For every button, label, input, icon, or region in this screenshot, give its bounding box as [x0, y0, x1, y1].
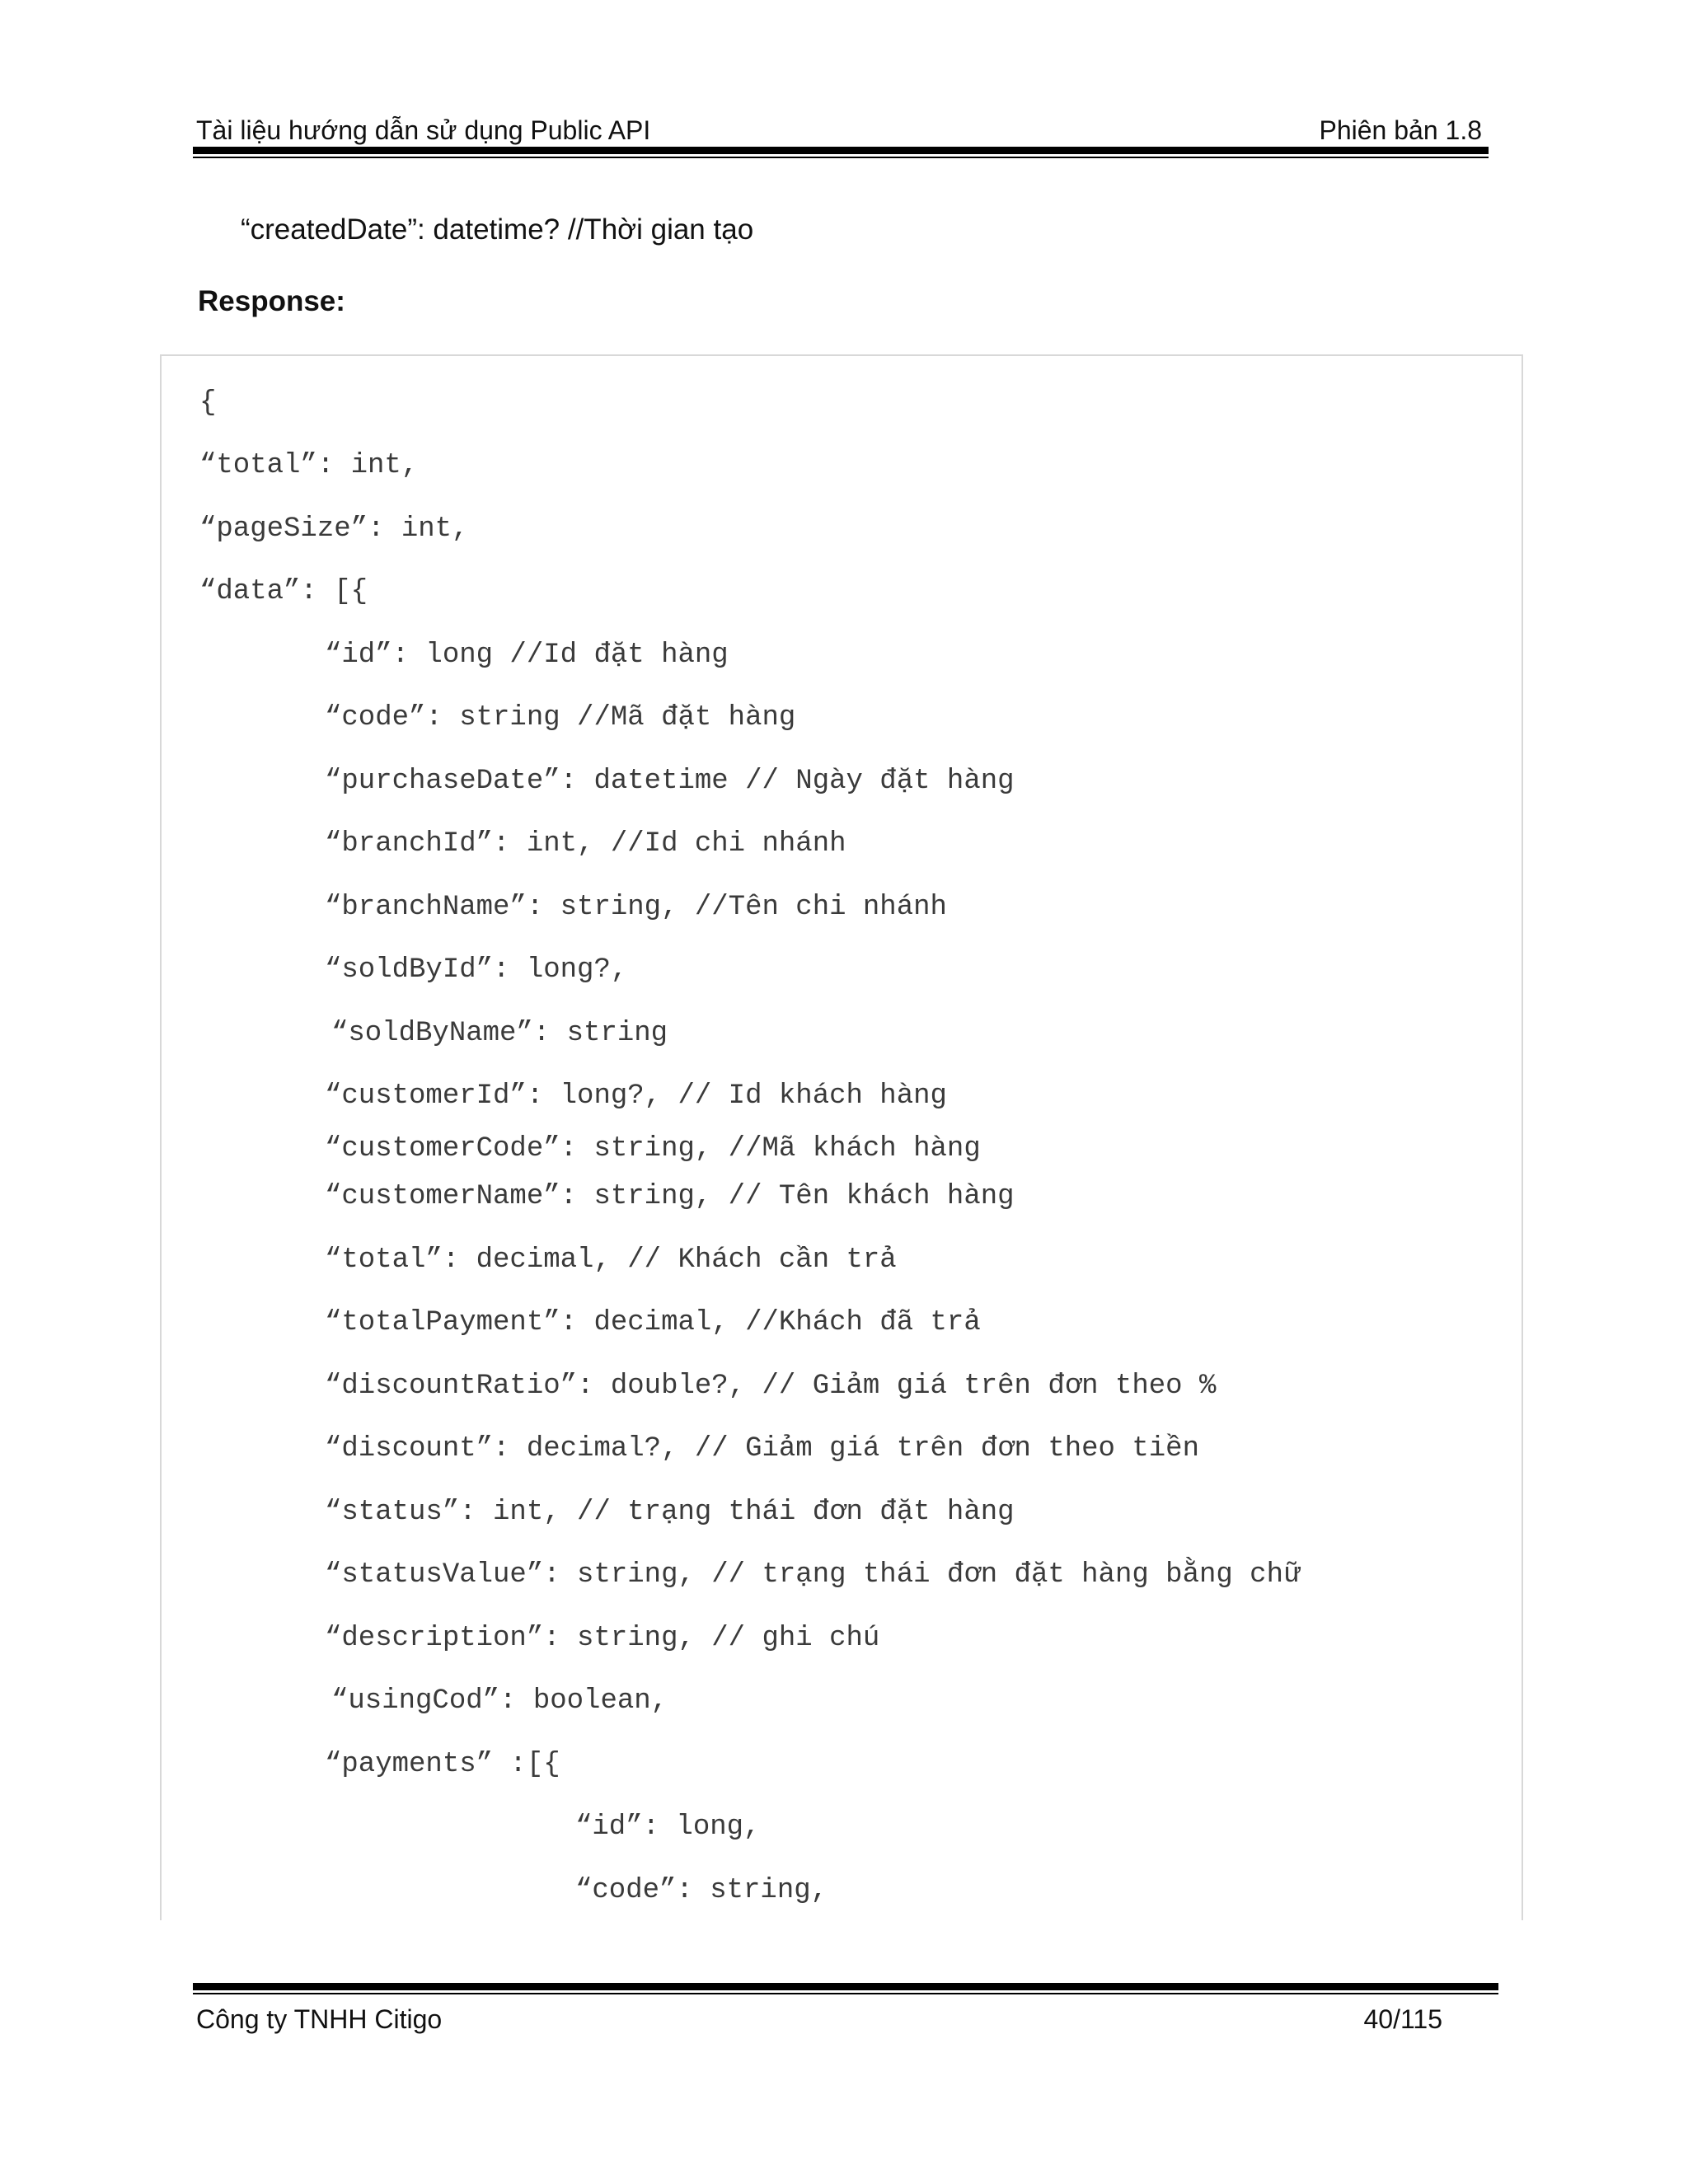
code-line-discount: “discount”: decimal?, // Giảm giá trên đơn theo tiền [325, 1433, 1199, 1465]
code-line-total-payment: “totalPayment”: decimal, //Khách đã trả [325, 1307, 981, 1338]
code-line-customer-name: “customerName”: string, // Tên khách hàng [325, 1181, 1015, 1212]
document-title: Tài liệu hướng dẫn sử dụng Public API [196, 115, 651, 145]
code-line-page-size: “pageSize”: int, [199, 513, 469, 545]
code-line-branch-name: “branchName”: string, //Tên chi nhánh [325, 892, 947, 923]
code-line-code: “code”: string //Mã đặt hàng [325, 702, 796, 733]
code-line-open-brace: { [199, 387, 217, 419]
footer-divider-thin [193, 1993, 1498, 1994]
document-version: Phiên bản 1.8 [1319, 115, 1482, 145]
code-line-payment-id: “id”: long, [575, 1811, 761, 1843]
code-line-using-cod: “usingCod”: boolean, [331, 1685, 668, 1717]
header-divider [193, 147, 1489, 154]
page-number: 40/115 [1363, 2004, 1442, 2034]
code-line-customer-code: “customerCode”: string, //Mã khách hàng [325, 1133, 981, 1165]
code-line-total-decimal: “total”: decimal, // Khách cần trả [325, 1244, 897, 1276]
code-line-sold-by-name: “soldByName”: string [331, 1018, 668, 1049]
code-line-payment-code: “code”: string, [575, 1875, 828, 1906]
code-line-discount-ratio: “discountRatio”: double?, // Giảm giá trên đơn theo % [325, 1371, 1217, 1402]
code-line-status-value: “statusValue”: string, // trạng thái đơn đặt hàng bằng chữ [325, 1559, 1301, 1591]
code-line-customer-id: “customerId”: long?, // Id khách hàng [325, 1080, 947, 1112]
code-line-id: “id”: long //Id đặt hàng [325, 640, 729, 671]
code-line-sold-by-id: “soldById”: long?, [325, 954, 628, 986]
code-line-total: “total”: int, [199, 450, 419, 481]
code-line-payments: “payments” :[{ [325, 1749, 560, 1780]
code-line-data: “data”: [{ [199, 576, 368, 607]
code-line-description: “description”: string, // ghi chú [325, 1623, 880, 1654]
header-divider-thin [193, 157, 1489, 158]
code-line-purchase-date: “purchaseDate”: datetime // Ngày đặt hàng [325, 766, 1015, 797]
created-date-field-line: “createdDate”: datetime? //Thời gian tạo [241, 213, 754, 246]
company-name: Công ty TNHH Citigo [196, 2004, 443, 2034]
response-heading: Response: [198, 285, 345, 317]
code-line-branch-id: “branchId”: int, //Id chi nhánh [325, 828, 846, 860]
page-footer [196, 2001, 1442, 2037]
code-line-status: “status”: int, // trạng thái đơn đặt hàng [325, 1497, 1015, 1528]
page-header [196, 112, 1482, 148]
footer-divider [193, 1983, 1498, 1990]
